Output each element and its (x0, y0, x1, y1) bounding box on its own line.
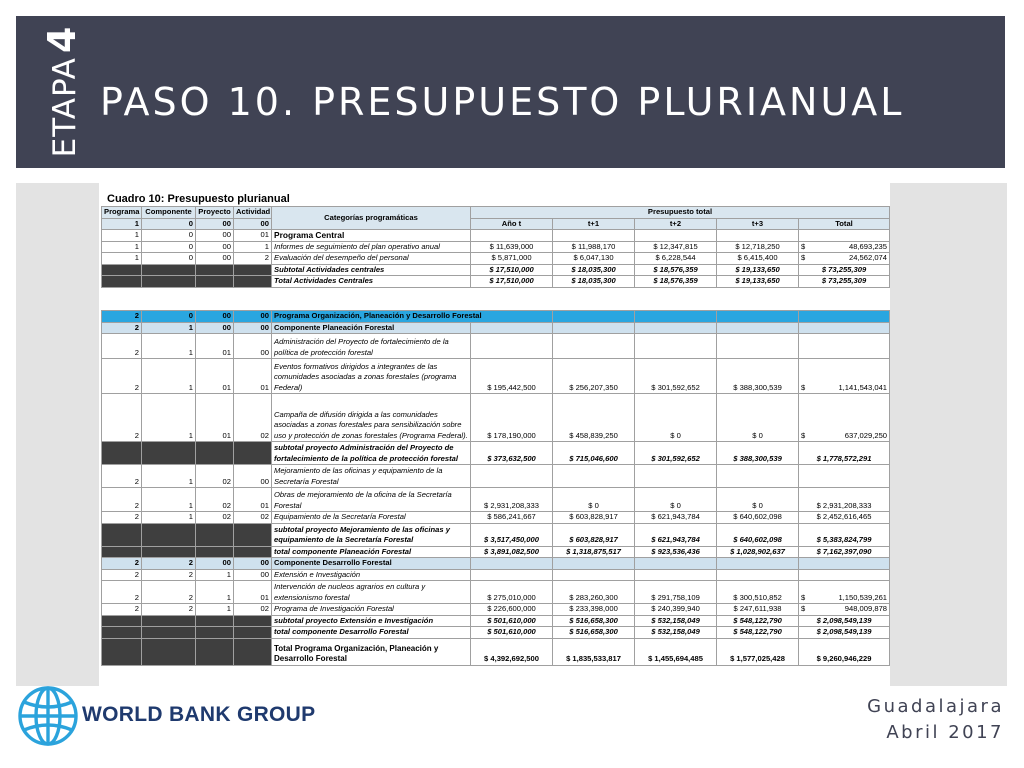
col-head-categorias: Categorías programáticas (272, 207, 471, 230)
code-cell: 01 (234, 581, 272, 604)
total-cell: $ 2,931,208,333 (799, 488, 890, 512)
amount-cell: $ 18,576,359 (635, 264, 717, 276)
amount-cell: $ 373,632,500 (471, 442, 553, 465)
code-cell (142, 264, 196, 276)
col-head-componente: Componente (142, 207, 196, 219)
code-cell (196, 627, 234, 639)
amount-cell: $ 5,871,000 (471, 253, 553, 265)
amount-cell: $ 18,035,300 (553, 264, 635, 276)
amount-cell: $ 1,028,902,637 (717, 546, 799, 558)
amount-cell: $ 2,931,208,333 (471, 488, 553, 512)
amount-cell: $ 640,602,098 (717, 523, 799, 546)
amount-cell: $ 640,602,098 (717, 512, 799, 524)
category-label: Programa de Investigación Forestal (272, 604, 471, 616)
currency-symbol: $ (801, 604, 806, 613)
code-cell: 00 (196, 241, 234, 253)
amount-cell: $ 18,035,300 (553, 276, 635, 288)
empty-cell (635, 465, 717, 488)
code-cell (234, 638, 272, 665)
code-cell: 0 (142, 230, 196, 242)
amount-cell: $ 532,158,049 (635, 615, 717, 627)
amount-cell: $ 226,600,000 (471, 604, 553, 616)
total-cell: $ 2,098,549,139 (799, 615, 890, 627)
amount-cell: $ 1,455,694,485 (635, 638, 717, 665)
col-head-programa: Programa (102, 207, 142, 219)
year-head-t1: t+1 (553, 218, 635, 230)
amount-cell: $ 501,610,000 (471, 615, 553, 627)
amount-cell: $ 4,392,692,500 (471, 638, 553, 665)
subtotal-row (102, 442, 890, 465)
amount-cell: $ 0 (635, 394, 717, 442)
table-row (102, 241, 890, 253)
code-cell (196, 546, 234, 558)
amount-cell: $ 532,158,049 (635, 627, 717, 639)
empty-cell (553, 558, 635, 570)
empty-cell (717, 334, 799, 359)
footer-date: Abril 2017 (886, 722, 1004, 743)
amount-cell: $ 603,828,917 (553, 523, 635, 546)
code-cell (196, 442, 234, 465)
amount-cell: $ 18,576,359 (635, 276, 717, 288)
category-label: subtotal proyecto Extensión e Investigación (272, 615, 471, 627)
code-cell (196, 615, 234, 627)
program-row (102, 311, 890, 323)
code-cell: 1 (102, 230, 142, 242)
total-cell: $ 73,255,309 (799, 276, 890, 288)
col-head-actividad: Actividad (234, 207, 272, 219)
code-cell: 2 (102, 558, 142, 570)
category-label: Total Actividades Centrales (272, 276, 471, 288)
empty-cell (471, 558, 553, 570)
code-cell (102, 627, 142, 639)
amount-cell: $ 240,399,940 (635, 604, 717, 616)
category-label: total componente Desarrollo Forestal (272, 627, 471, 639)
total-cell: $ 7,162,397,090 (799, 546, 890, 558)
amount-cell: $ 586,241,667 (471, 512, 553, 524)
code-cell: 2 (102, 394, 142, 442)
etapa-number: 4 (40, 26, 84, 54)
table-row (102, 465, 890, 488)
budget-table-program (101, 310, 890, 666)
empty-cell (717, 465, 799, 488)
amount-cell: $ 195,442,500 (471, 359, 553, 394)
amount-cell: $ 300,510,852 (717, 581, 799, 604)
code-cell: 1 (142, 488, 196, 512)
code-cell: 1 (142, 359, 196, 394)
code-cell: 2 (102, 512, 142, 524)
code-cell: 2 (142, 558, 196, 570)
amount-cell: $ 19,133,650 (717, 276, 799, 288)
code-cell (234, 546, 272, 558)
category-label: total componente Planeación Forestal (272, 546, 471, 558)
amount-cell: $ 1,318,875,517 (553, 546, 635, 558)
code-cell: 1 (102, 241, 142, 253)
total-cell (799, 394, 890, 442)
table-row (102, 334, 890, 359)
total-cell (799, 359, 890, 394)
empty-cell (717, 230, 799, 242)
total-value: 948,009,878 (844, 604, 888, 613)
code-cell: 0 (142, 311, 196, 323)
year-head-t: Año t (471, 218, 553, 230)
code-cell: 01 (196, 334, 234, 359)
code-cell (234, 615, 272, 627)
category-label: Total Programa Organización, Planeación y Desarrollo Forestal (272, 638, 471, 665)
table-row (102, 230, 890, 242)
code-cell: 2 (102, 488, 142, 512)
code-cell: 00 (234, 322, 272, 334)
code-cell (102, 546, 142, 558)
head-code: 00 (196, 218, 234, 230)
budget-table-central (101, 206, 890, 288)
amount-cell: $ 275,010,000 (471, 581, 553, 604)
code-cell: 1 (142, 394, 196, 442)
total-cell (799, 253, 890, 265)
code-cell (234, 276, 272, 288)
empty-cell (471, 322, 553, 334)
amount-cell: $ 0 (717, 394, 799, 442)
empty-cell (553, 569, 635, 581)
total-cell: $ 2,098,549,139 (799, 627, 890, 639)
amount-cell: $ 0 (717, 488, 799, 512)
code-cell: 2 (102, 465, 142, 488)
category-label: Componente Desarrollo Forestal (272, 558, 471, 570)
code-cell: 02 (234, 512, 272, 524)
currency-symbol: $ (801, 253, 806, 262)
empty-cell (553, 465, 635, 488)
amount-cell: $ 301,592,652 (635, 359, 717, 394)
amount-cell: $ 247,611,938 (717, 604, 799, 616)
subtotal-row (102, 615, 890, 627)
amount-cell: $ 6,228,544 (635, 253, 717, 265)
code-cell: 00 (234, 311, 272, 323)
code-cell: 1 (196, 581, 234, 604)
total-cell (799, 604, 890, 616)
empty-cell (635, 230, 717, 242)
code-cell (102, 615, 142, 627)
amount-cell: $ 388,300,539 (717, 442, 799, 465)
table-row (102, 359, 890, 394)
amount-cell: $ 621,943,784 (635, 512, 717, 524)
empty-cell (553, 322, 635, 334)
code-cell: 02 (234, 604, 272, 616)
empty-cell (471, 334, 553, 359)
code-cell: 2 (102, 311, 142, 323)
code-cell: 2 (102, 581, 142, 604)
empty-cell (799, 558, 890, 570)
code-cell: 02 (234, 394, 272, 442)
category-label: Eventos formativos dirigidos a integrantes de las comunidades asociadas a zonas forestales (programa Federal) (272, 359, 471, 394)
slide-title: PASO 10. PRESUPUESTO PLURIANUAL (100, 80, 905, 124)
code-cell (234, 627, 272, 639)
amount-cell: $ 12,347,815 (635, 241, 717, 253)
footer-location (867, 694, 1004, 746)
table-row (102, 581, 890, 604)
amount-cell: $ 6,047,130 (553, 253, 635, 265)
amount-cell: $ 458,839,250 (553, 394, 635, 442)
program-title: Programa Organización, Planeación y Desarrollo Forestal (272, 311, 553, 323)
code-cell (196, 264, 234, 276)
amount-cell: $ 0 (553, 488, 635, 512)
table-row (102, 322, 890, 334)
amount-cell: $ 301,592,652 (635, 442, 717, 465)
amount-cell: $ 548,122,790 (717, 627, 799, 639)
code-cell: 0 (142, 241, 196, 253)
category-label: Equipamiento de la Secretaría Forestal (272, 512, 471, 524)
table-row (102, 512, 890, 524)
amount-cell: $ 501,610,000 (471, 627, 553, 639)
currency-symbol: $ (801, 382, 806, 392)
code-cell: 1 (234, 241, 272, 253)
currency-symbol: $ (801, 430, 806, 440)
empty-cell (553, 334, 635, 359)
category-label: Extensión e Investigación (272, 569, 471, 581)
category-label: Campaña de difusión dirigida a las comunidades asociadas a zonas forestales para sensibilización sobre uso y protección de zonas forestales (Programa Federal). (272, 394, 471, 442)
currency-symbol: $ (801, 592, 806, 602)
code-cell (142, 615, 196, 627)
empty-cell (799, 322, 890, 334)
amount-cell: $ 516,658,300 (553, 627, 635, 639)
code-cell (196, 638, 234, 665)
code-cell: 02 (196, 465, 234, 488)
empty-cell (799, 569, 890, 581)
code-cell: 00 (196, 558, 234, 570)
amount-cell: $ 283,260,300 (553, 581, 635, 604)
code-cell: 2 (142, 604, 196, 616)
amount-cell: $ 291,758,109 (635, 581, 717, 604)
year-head-t3: t+3 (717, 218, 799, 230)
subtotal-row (102, 546, 890, 558)
total-value: 1,141,543,041 (838, 382, 888, 392)
code-cell (234, 264, 272, 276)
code-cell (102, 276, 142, 288)
code-cell (142, 523, 196, 546)
code-cell: 1 (102, 253, 142, 265)
head-code: 0 (142, 218, 196, 230)
code-cell: 1 (196, 569, 234, 581)
amount-cell: $ 233,398,000 (553, 604, 635, 616)
code-cell: 01 (234, 488, 272, 512)
code-cell (142, 276, 196, 288)
table-row (102, 604, 890, 616)
category-label: Evaluación del desempeño del personal (272, 253, 471, 265)
amount-cell: $ 256,207,350 (553, 359, 635, 394)
code-cell: 2 (234, 253, 272, 265)
amount-cell: $ 603,828,917 (553, 512, 635, 524)
subtotal-row (102, 638, 890, 665)
category-label: Informes de seguimiento del plan operativo anual (272, 241, 471, 253)
empty-cell (471, 465, 553, 488)
etapa-label (40, 26, 84, 158)
code-cell (102, 264, 142, 276)
year-head-total: Total (799, 218, 890, 230)
total-cell (799, 241, 890, 253)
amount-cell: $ 11,639,000 (471, 241, 553, 253)
code-cell: 1 (142, 465, 196, 488)
total-value: 24,562,074 (848, 253, 887, 262)
amount-cell: $ 3,891,082,500 (471, 546, 553, 558)
empty-cell (635, 569, 717, 581)
total-value: 637,029,250 (844, 430, 888, 440)
amount-cell: $ 1,577,025,428 (717, 638, 799, 665)
category-label: Componente Planeación Forestal (272, 322, 471, 334)
total-cell: $ 2,452,616,465 (799, 512, 890, 524)
table-row (102, 488, 890, 512)
amount-cell: $ 6,415,400 (717, 253, 799, 265)
code-cell (142, 638, 196, 665)
empty-cell (717, 558, 799, 570)
empty-cell (635, 334, 717, 359)
amount-cell: $ 0 (635, 488, 717, 512)
code-cell: 02 (196, 488, 234, 512)
amount-cell: $ 17,510,000 (471, 276, 553, 288)
code-cell: 0 (142, 253, 196, 265)
category-label: subtotal proyecto Mejoramiento de las oficinas y equipamiento de la Secretaría Forestal (272, 523, 471, 546)
amount-cell: $ 19,133,650 (717, 264, 799, 276)
empty-cell (471, 230, 553, 242)
code-cell (196, 276, 234, 288)
code-cell: 01 (196, 359, 234, 394)
col-head-presupuesto: Presupuesto total (471, 207, 890, 219)
code-cell: 00 (196, 253, 234, 265)
amount-cell: $ 715,046,600 (553, 442, 635, 465)
year-head-t2: t+2 (635, 218, 717, 230)
total-value: 1,150,539,261 (838, 592, 888, 602)
code-cell: 00 (234, 465, 272, 488)
amount-cell: $ 1,835,533,817 (553, 638, 635, 665)
category-label: Programa Central (272, 230, 471, 242)
etapa-word: ETAPA (47, 57, 83, 158)
total-value: 48,693,235 (848, 241, 887, 251)
code-cell: 1 (196, 604, 234, 616)
code-cell: 00 (234, 569, 272, 581)
empty-cell (717, 569, 799, 581)
code-cell (196, 523, 234, 546)
code-cell: 2 (102, 604, 142, 616)
code-cell (102, 442, 142, 465)
total-cell (799, 581, 890, 604)
empty-cell (717, 322, 799, 334)
code-cell: 01 (196, 394, 234, 442)
code-cell: 00 (234, 334, 272, 359)
code-cell (102, 523, 142, 546)
code-cell: 00 (234, 558, 272, 570)
category-label: Mejoramiento de las oficinas y equipamiento de la Secretaría Forestal (272, 465, 471, 488)
code-cell: 2 (102, 359, 142, 394)
total-cell: $ 1,778,572,291 (799, 442, 890, 465)
table-row (102, 253, 890, 265)
amount-cell: $ 12,718,250 (717, 241, 799, 253)
code-cell (142, 546, 196, 558)
code-cell (234, 442, 272, 465)
col-head-proyecto: Proyecto (196, 207, 234, 219)
table-row (102, 394, 890, 442)
code-cell: 00 (196, 230, 234, 242)
empty-cell (635, 558, 717, 570)
empty-cell (471, 569, 553, 581)
subtotal-row (102, 264, 890, 276)
code-cell (142, 627, 196, 639)
code-cell: 02 (196, 512, 234, 524)
category-label: Obras de mejoramiento de la oficina de la Secretaría Forestal (272, 488, 471, 512)
world-bank-group-logo: WORLD BANK GROUP (82, 703, 316, 726)
head-code: 00 (234, 218, 272, 230)
subtotal-row (102, 523, 890, 546)
amount-cell: $ 3,517,450,000 (471, 523, 553, 546)
code-cell (234, 523, 272, 546)
category-label: subtotal proyecto Administración del Proyecto de fortalecimiento de la política de protección forestal (272, 442, 471, 465)
code-cell: 2 (142, 569, 196, 581)
total-cell: $ 5,383,824,799 (799, 523, 890, 546)
amount-cell: $ 17,510,000 (471, 264, 553, 276)
amount-cell: $ 178,190,000 (471, 394, 553, 442)
amount-cell: $ 388,300,539 (717, 359, 799, 394)
amount-cell: $ 923,536,436 (635, 546, 717, 558)
subtotal-row (102, 276, 890, 288)
head-code: 1 (102, 218, 142, 230)
category-label: Subtotal Actividades centrales (272, 264, 471, 276)
empty-cell (553, 230, 635, 242)
code-cell (142, 442, 196, 465)
code-cell: 01 (234, 230, 272, 242)
amount-cell: $ 621,943,784 (635, 523, 717, 546)
code-cell: 2 (102, 322, 142, 334)
code-cell: 00 (196, 311, 234, 323)
empty-cell (635, 322, 717, 334)
table-row (102, 569, 890, 581)
code-cell: 2 (102, 569, 142, 581)
table-caption: Cuadro 10: Presupuesto plurianual (107, 193, 290, 205)
total-cell: $ 9,260,946,229 (799, 638, 890, 665)
spreadsheet-image (99, 183, 890, 686)
code-cell: 1 (142, 334, 196, 359)
amount-cell: $ 548,122,790 (717, 615, 799, 627)
empty-cell (799, 230, 890, 242)
code-cell: 00 (196, 322, 234, 334)
amount-cell: $ 516,658,300 (553, 615, 635, 627)
currency-symbol: $ (801, 241, 806, 251)
code-cell: 2 (102, 334, 142, 359)
total-cell: $ 73,255,309 (799, 264, 890, 276)
table-row (102, 558, 890, 570)
amount-cell: $ 11,988,170 (553, 241, 635, 253)
subtotal-row (102, 627, 890, 639)
empty-cell (799, 465, 890, 488)
empty-cell (799, 334, 890, 359)
category-label: Administración del Proyecto de fortalecimiento de la política de protección forestal (272, 334, 471, 359)
code-cell: 1 (142, 322, 196, 334)
code-cell: 01 (234, 359, 272, 394)
category-label: Intervención de nucleos agrarios en cultura y extensionismo forestal (272, 581, 471, 604)
code-cell: 2 (142, 581, 196, 604)
code-cell: 1 (142, 512, 196, 524)
code-cell (102, 638, 142, 665)
footer-city: Guadalajara (867, 696, 1004, 717)
